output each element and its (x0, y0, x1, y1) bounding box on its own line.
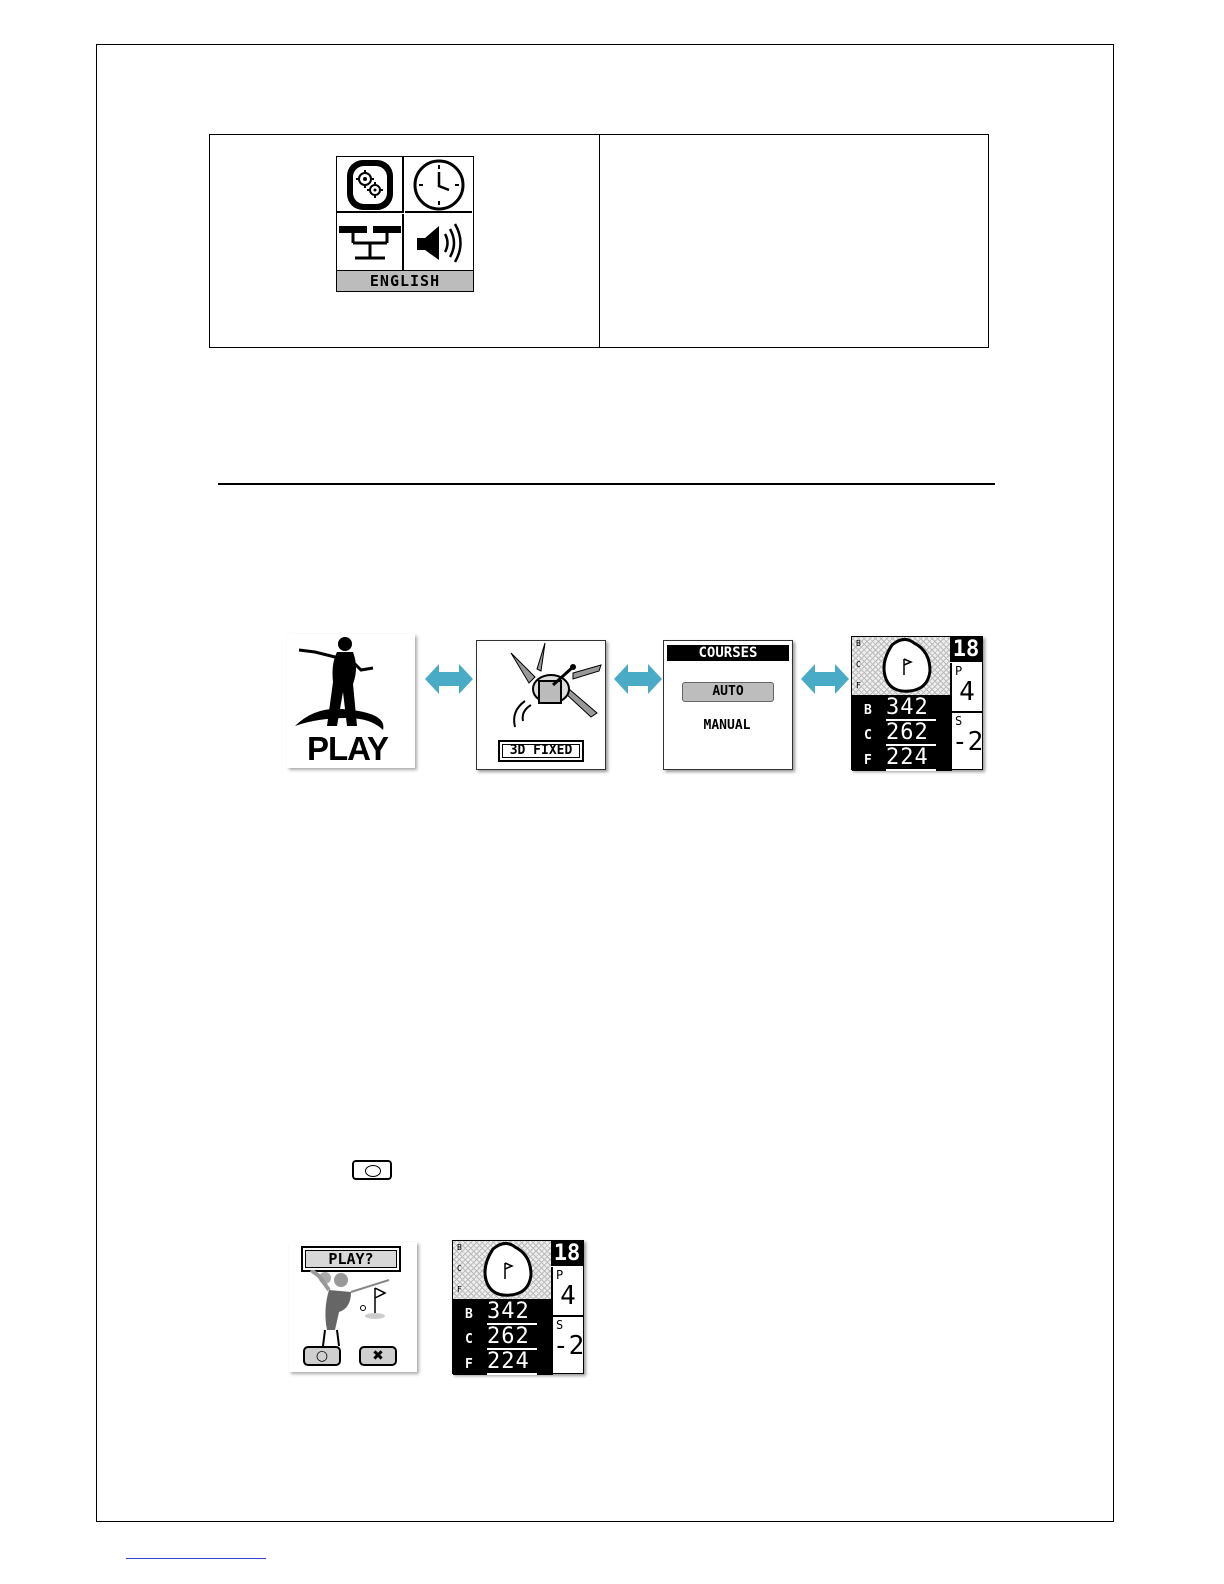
watch-settings-icon (337, 157, 404, 213)
distance-key: C (465, 1332, 473, 1347)
units-icon (337, 214, 404, 270)
par-panel (950, 663, 982, 713)
double-arrow-icon (614, 664, 662, 694)
hole-display-screen (452, 1240, 584, 1374)
settings-icon-grid (337, 157, 473, 271)
score-tag: S (955, 714, 963, 728)
settings-table (209, 134, 989, 348)
play-screen (287, 634, 415, 768)
hole-map (453, 1241, 551, 1299)
distance-row (453, 1301, 551, 1326)
courses-screen (663, 640, 793, 770)
par-tag: P (955, 664, 963, 678)
distance-row (852, 722, 950, 747)
distance-panel (453, 1299, 551, 1375)
score-panel (551, 1317, 583, 1375)
par-value: 4 (959, 677, 975, 707)
settings-table-text-cell (600, 135, 988, 347)
distance-row (852, 747, 950, 772)
ok-button-icon (352, 1160, 392, 1180)
distance-row (453, 1351, 551, 1376)
play-confirm-screen (289, 1242, 417, 1372)
par-tag: P (556, 1268, 564, 1282)
play-confirm-title: PLAY? (301, 1246, 401, 1272)
distance-value: 224 (886, 746, 936, 771)
par-panel (551, 1267, 583, 1317)
hole-number: 18 (551, 1241, 583, 1266)
confirm-cancel-button[interactable]: ✖ (359, 1346, 397, 1366)
courses-title: COURSES (667, 645, 789, 661)
distance-value: 262 (886, 721, 936, 746)
par-value: 4 (560, 1281, 576, 1311)
map-mark-center: C (856, 660, 861, 669)
score-value: -2 (553, 1331, 585, 1361)
double-arrow-icon (425, 664, 473, 694)
distance-value: 342 (487, 1300, 537, 1325)
map-mark-back: B (856, 639, 861, 648)
hole-display-screen (851, 636, 983, 770)
score-value: -2 (952, 727, 984, 757)
distance-value: 342 (886, 696, 936, 721)
course-option-manual[interactable]: MANUAL (703, 718, 751, 733)
distance-key: C (864, 728, 872, 743)
distance-key: F (465, 1357, 473, 1372)
score-tag: S (556, 1318, 564, 1332)
golfer-silhouette-icon (287, 634, 415, 734)
distance-value: 224 (487, 1350, 537, 1375)
golfer-swing-icon (289, 1270, 417, 1350)
green-outline-icon (453, 1241, 551, 1299)
distance-row (453, 1326, 551, 1351)
double-arrow-icon (801, 664, 849, 694)
play-label: PLAY (307, 730, 388, 767)
distance-key: B (465, 1307, 473, 1322)
clock-icon (405, 157, 472, 213)
distance-panel (852, 695, 950, 771)
hole-map (852, 637, 950, 695)
settings-table-image-cell (210, 135, 600, 347)
section-divider (218, 483, 995, 485)
speaker-icon (405, 214, 472, 270)
map-mark-front: F (457, 1285, 462, 1294)
map-mark-center: C (457, 1264, 462, 1273)
distance-key: F (864, 753, 872, 768)
gps-status-screen (476, 640, 606, 770)
confirm-ok-button[interactable]: ○ (303, 1346, 341, 1366)
footer-link-line (126, 1558, 266, 1559)
green-outline-icon (852, 637, 950, 695)
satellite-icon (477, 641, 605, 739)
score-panel (950, 713, 982, 771)
language-label: ENGLISH (337, 270, 473, 291)
gps-status-label: 3D FIXED (498, 740, 584, 762)
distance-row (852, 697, 950, 722)
distance-key: B (864, 703, 872, 718)
settings-screen (336, 156, 474, 292)
map-mark-front: F (856, 681, 861, 690)
hole-number: 18 (950, 637, 982, 662)
distance-value: 262 (487, 1325, 537, 1350)
course-option-auto[interactable]: AUTO (682, 682, 774, 702)
map-mark-back: B (457, 1243, 462, 1252)
